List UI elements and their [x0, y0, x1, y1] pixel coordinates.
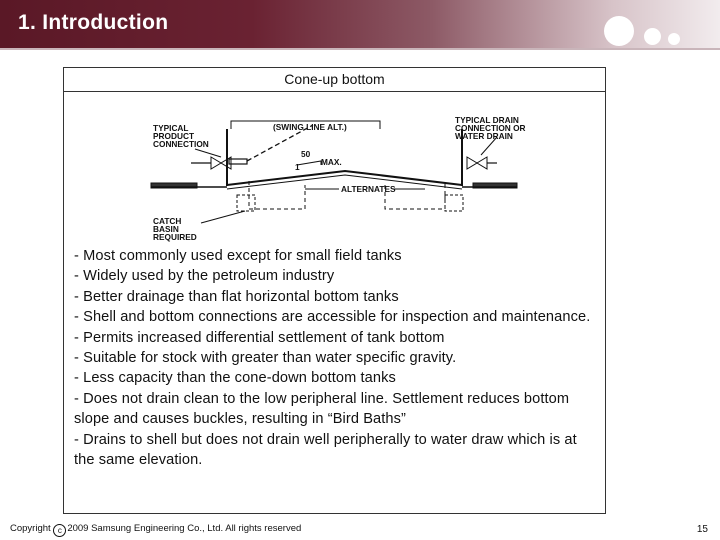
label-catch-2: BASIN: [153, 224, 179, 234]
label-catch-1: CATCH: [153, 216, 182, 226]
cone-bottom: [227, 171, 462, 185]
label-slope-50: 50: [301, 149, 311, 159]
medium-dot-icon: [644, 28, 661, 45]
label-typical-product-3: CONNECTION: [153, 139, 209, 149]
page-number: 15: [696, 524, 708, 535]
bullet-item: - Shell and bottom connections are accessible for inspection and maintenance.: [74, 309, 591, 326]
label-catch-3: REQUIRED: [153, 232, 197, 242]
header-divider: [0, 48, 720, 50]
label-typical-drain-3: WATER DRAIN: [455, 131, 513, 141]
bullet-item: - Widely used by the petroleum industry: [74, 268, 335, 285]
copyright-notice: [10, 523, 301, 537]
slope-marker: [297, 161, 321, 165]
label-swing-line: (SWING LINE ALT.): [273, 122, 347, 132]
right-valve-icon: [467, 157, 487, 169]
label-typical-drain-2: CONNECTION OR: [455, 123, 526, 133]
large-dot-icon: [604, 16, 634, 46]
bullet-item: - Most commonly used except for small field tanks: [74, 248, 402, 264]
label-typical-product-2: PRODUCT: [153, 131, 195, 141]
catch-basin-right: [445, 195, 463, 211]
left-nozzle: [229, 159, 247, 164]
cone-up-bottom-diagram: [145, 107, 545, 247]
label-alternates: ALTERNATES: [341, 184, 396, 194]
bullet-item: - Drains to shell but does not drain well peripherally to water draw which is at the same elevation.: [74, 431, 577, 469]
panel-title: Cone-up bottom: [64, 68, 605, 92]
bullet-item: - Better drainage than flat horizontal bottom tanks: [74, 288, 399, 305]
content-panel: [63, 67, 606, 514]
slide-title: 1. Introduction: [18, 11, 169, 34]
label-typical-product-1: TYPICAL: [153, 123, 189, 133]
label-typical-drain-1: TYPICAL DRAIN: [455, 115, 519, 125]
copyright-text: 2009 Samsung Engineering Co., Ltd. All rights reserved: [67, 523, 302, 534]
bullet-item: - Less capacity than the cone-down bottom tanks: [74, 370, 396, 387]
bullet-list: [74, 246, 594, 470]
bullet-item: - Permits increased differential settlement of tank bottom: [74, 329, 445, 346]
header-bar: [0, 0, 720, 48]
copyright-icon: c: [53, 524, 66, 537]
label-max: MAX.: [321, 157, 342, 167]
copyright-prefix: Copyright: [10, 523, 51, 534]
bullet-item: - Suitable for stock with greater than water specific gravity.: [74, 350, 457, 367]
label-slope-1: 1: [295, 162, 300, 172]
bullet-item: - Does not drain clean to the low peripheral line. Settlement reduces bottom slope and causes buckles, resulting in “Bird Baths”: [74, 390, 570, 428]
small-dot-icon: [668, 33, 680, 45]
